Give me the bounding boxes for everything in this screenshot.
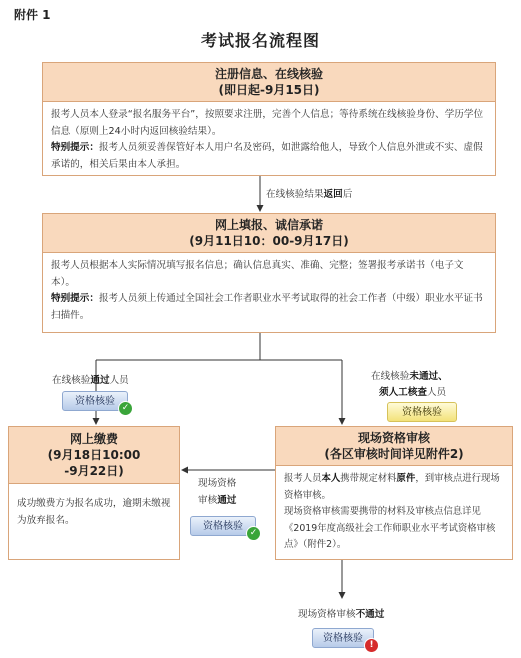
step-payment-date-end: -9月22日) [64,464,124,478]
step-payment-body [9,484,179,534]
step-online-fill-header [43,214,495,253]
verify-pass-badge: 资格核验 [62,391,128,411]
step-online-fill [42,213,496,333]
step-onsite-date: (各区审核时间详见附件2) [324,447,464,461]
check-icon: ✓ [246,526,261,541]
step-register-text: 报考人员本人登录“报名服务平台”，按照要求注册，完善个人信息；等待系统在线核验身份、学历学位信息（原则上24小时内返回核验结果）。 [51,109,484,137]
connector-step2-split [96,333,260,360]
step-online-fill-body [43,253,495,329]
right-branch-label-line2: 须人工核查人员 [379,387,447,398]
step-register-verify [42,62,496,176]
step-payment-title: 网上缴费 [69,432,118,446]
tip-text: 报考人员须上传通过全国社会工作者职业水平考试取得的社会工作者（中级）职业水平证书扫描件。 [51,293,483,321]
error-icon: ! [364,638,379,653]
onsite-pass-label-line2: 审核通过 [198,495,237,506]
step-register-date: (即日起-9月15日) [218,83,320,97]
step-payment-date: (9月18日10:00 [47,448,141,462]
step-online-fill-date: (9月11日10：00-9月17日) [189,234,349,248]
onsite-pass-badge: 资格核验 [190,516,256,536]
step-register-body [43,102,495,178]
onsite-fail-badge: 资格核验 [312,628,374,648]
tip-label: 特别提示： [51,142,99,153]
tip-label: 特别提示： [51,293,99,304]
left-branch-label: 在线核验通过人员 [52,375,129,386]
step-onsite-review [275,426,513,560]
step-online-fill-title: 网上填报、诚信承诺 [214,218,323,232]
tip-text: 报考人员须妥善保管好本人用户名及密码，如泄露给他人，导致个人信息外泄或不实、虚假承诺的，相关后果由本人承担。 [51,142,483,170]
step-online-fill-tip [51,291,487,324]
step-payment-header [9,427,179,484]
step-onsite-title: 现场资格审核 [357,431,430,445]
step-onsite-header [276,427,512,466]
step-payment-text: 成功缴费方为报名成功，逾期未缴视为放弃报名。 [17,498,171,526]
step-onsite-text1: 报考人员本人携带规定材料原件，到审核点进行现场资格审核。 [284,473,500,501]
right-branch-label-line1: 在线核验未通过、 [371,371,448,382]
attachment-label: 附件 1 [14,8,51,22]
step-register-title: 注册信息、在线核验 [214,67,323,81]
step-online-fill-text: 报考人员根据本人实际情况填写报名信息；确认信息真实、准确、完整；签署报考承诺书（电子文本）。 [51,260,464,288]
step-register-tip [51,140,487,173]
step-register-header [43,63,495,102]
arrow1-label: 在线核验结果返回后 [266,189,353,200]
manual-check-badge: 资格核验 [387,402,457,422]
step-onsite-text2: 现场资格审核需要携带的材料及审核点信息详见《2019年度高级社会工作师职业水平考试资格审核点》（附件2）。 [284,506,496,550]
step-online-payment [8,426,180,560]
check-icon: ✓ [118,401,133,416]
step-onsite-body [276,466,512,559]
onsite-fail-label: 现场资格审核不通过 [298,609,385,620]
onsite-pass-label-line1: 现场资格 [198,478,237,489]
page-title: 考试报名流程图 [200,31,320,50]
